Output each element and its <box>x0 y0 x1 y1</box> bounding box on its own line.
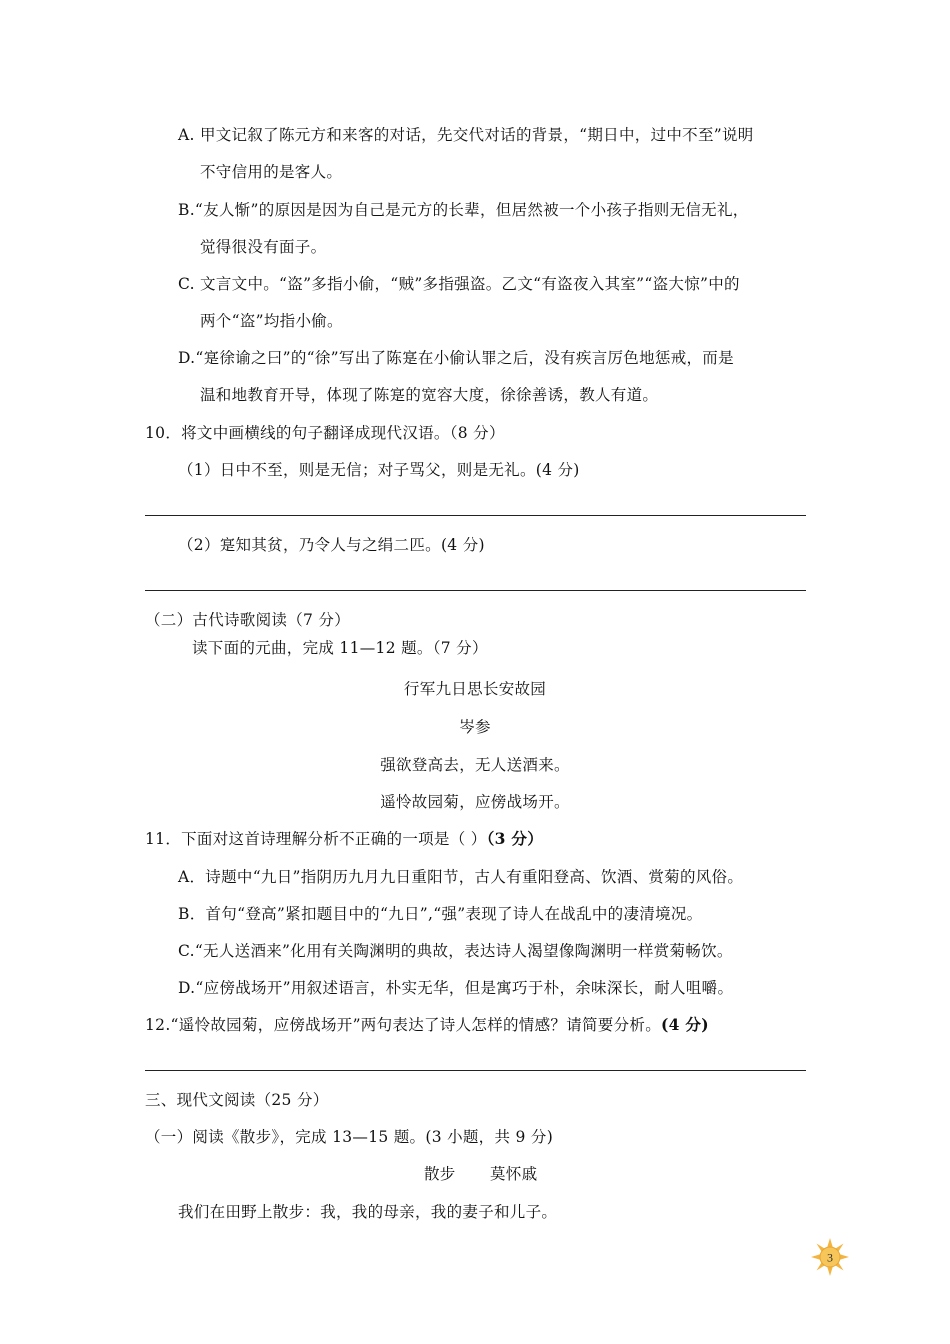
essay-author: 莫怀戚 <box>490 1165 538 1183</box>
essay-first-line: 我们在田野上散步：我，我的母亲，我的妻子和儿子。 <box>178 1203 558 1221</box>
section-3-subheading: （一）阅读《散步》，完成 13—15 题。(3 小题，共 9 分) <box>145 1128 554 1146</box>
q12-points: (4 分) <box>661 1015 709 1034</box>
q9-option-d-line2: 温和地教育开导，体现了陈寔的宽容大度，徐徐善诱，教人有道。 <box>200 386 659 404</box>
q9-option-c-line1: C. 文言文中。“盗”多指小偷，“贼”多指强盗。乙文“有盗夜入其室”“盗大惊”中的 <box>178 275 740 293</box>
q11-option-a: A．诗题中“九日”指阴历九月九日重阳节，古人有重阳登高、饮酒、赏菊的风俗。 <box>178 868 744 886</box>
answer-line-q10-2 <box>145 590 806 591</box>
q9-option-a-line2: 不守信用的是客人。 <box>200 163 343 181</box>
q9-option-d-line1: D.“寔徐谕之曰”的“徐”写出了陈寔在小偷认罪之后，没有疾言厉色地惩戒，而是 <box>178 349 734 367</box>
q9-option-c-line2: 两个“盗”均指小偷。 <box>200 312 343 330</box>
poem-title: 行军九日思长安故园 <box>403 680 547 698</box>
q9-option-b-line1: B.“友人惭”的原因是因为自己是元方的长辈，但居然被一个小孩子指则无信无礼， <box>178 201 749 219</box>
answer-line-q10-1 <box>145 515 806 516</box>
poem-line-2: 遥怜故园菊，应傍战场开。 <box>380 793 570 811</box>
q11-stem-text: 11．下面对这首诗理解分析不正确的一项是（ ） <box>145 830 487 848</box>
essay-title: 散步 <box>424 1165 456 1183</box>
q9-option-a-line1: A. 甲文记叙了陈元方和来客的对话，先交代对话的背景，“期日中，过中不至”说明 <box>178 126 754 144</box>
q11-option-b: B．首句“登高”紧扣题目中的“九日”,“强”表现了诗人在战乱中的凄清境况。 <box>178 905 703 923</box>
q11-option-d: D.“应傍战场开”用叙述语言，朴实无华，但是寓巧于朴，余味深长，耐人咀嚼。 <box>178 979 734 997</box>
q12-stem-text: 12.“遥怜故园菊，应傍战场开”两句表达了诗人怎样的情感？请简要分析。 <box>145 1016 662 1034</box>
answer-line-q12 <box>145 1070 806 1071</box>
q10-sentence-1: （1）日中不至，则是无信；对子骂父，则是无礼。(4 分) <box>178 461 580 479</box>
page-number: 3 <box>827 1250 833 1265</box>
poem-author: 岑参 <box>459 718 491 736</box>
q10-sentence-2: （2）寔知其贫，乃令人与之绢二匹。(4 分) <box>178 536 485 554</box>
section-3-heading: 三、现代文阅读（25 分） <box>145 1091 329 1109</box>
q9-option-b-line2: 觉得很没有面子。 <box>200 238 327 256</box>
poetry-instruction: 读下面的元曲，完成 11—12 题。（7 分） <box>192 639 488 657</box>
q11-option-c: C.“无人送酒来”化用有关陶渊明的典故，表达诗人渴望像陶渊明一样赏菊畅饮。 <box>178 942 733 960</box>
poem-line-1: 强欲登高去，无人送酒来。 <box>380 756 570 774</box>
sun-page-badge <box>810 1237 850 1277</box>
q10-stem: 10．将文中画横线的句子翻译成现代汉语。（8 分） <box>145 424 505 442</box>
q11-points: （3 分） <box>486 829 543 848</box>
poetry-section-heading: （二）古代诗歌阅读（7 分） <box>145 611 350 629</box>
q12-stem <box>145 1015 709 1035</box>
q11-stem <box>145 829 543 849</box>
